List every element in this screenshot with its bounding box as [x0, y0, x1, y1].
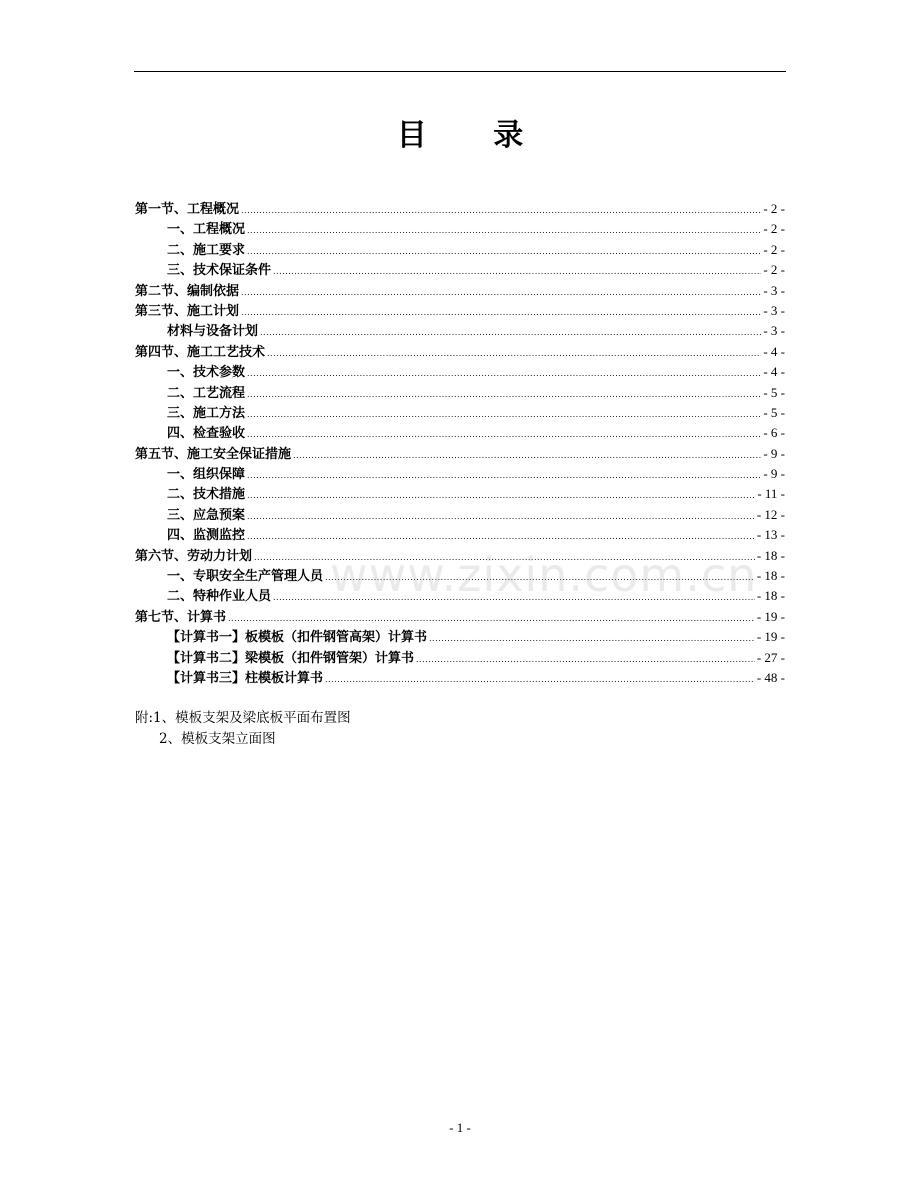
toc-entry[interactable]	[135, 321, 785, 341]
toc-entry-label: 一、工程概况	[167, 222, 246, 238]
toc-dot-leader	[293, 446, 761, 464]
toc-entry-page: - 3 -	[763, 302, 785, 318]
toc-entry-page: - 6 -	[763, 425, 785, 441]
toc-entry-label: 三、施工方法	[167, 405, 246, 421]
toc-entry-page: - 12 -	[756, 506, 785, 522]
toc-entry-label: 二、施工要求	[167, 242, 246, 258]
toc-entry[interactable]	[135, 484, 785, 504]
toc-entry-page: - 19 -	[756, 608, 785, 624]
page-number: - 1 -	[449, 1120, 471, 1135]
page-title: 目 录	[396, 118, 552, 153]
toc-dot-leader	[247, 385, 761, 403]
toc-dot-leader	[228, 609, 755, 627]
toc-entry-label: 第四节、施工工艺技术	[135, 344, 266, 360]
watermark: www.zixin.com.cn	[330, 548, 758, 602]
toc-dot-leader	[260, 323, 761, 341]
toc-entry[interactable]	[135, 525, 785, 545]
toc-entry[interactable]	[135, 607, 785, 627]
toc-entry[interactable]	[135, 648, 785, 668]
toc-entry-page: - 2 -	[763, 221, 785, 237]
toc-dot-leader	[247, 466, 761, 484]
toc-entry-label: 三、应急预案	[167, 507, 246, 523]
toc-entry-label: 第七节、计算书	[135, 609, 227, 625]
toc-dot-leader	[241, 201, 761, 219]
toc-entry[interactable]	[135, 403, 785, 423]
toc-entry[interactable]	[135, 362, 785, 382]
toc-dot-leader	[325, 670, 755, 688]
toc-entry-page: - 19 -	[756, 629, 785, 645]
toc-entry[interactable]	[135, 383, 785, 403]
toc-entry-label: 四、监测监控	[167, 528, 246, 544]
toc-entry[interactable]	[135, 342, 785, 362]
table-of-contents	[135, 199, 785, 688]
toc-entry[interactable]	[135, 199, 785, 219]
toc-entry-page: - 4 -	[763, 343, 785, 359]
appendix-line-1: 附:1、模板支架及梁底板平面布置图	[135, 710, 351, 726]
toc-entry-label: 第五节、施工安全保证措施	[135, 446, 292, 462]
toc-entry-page: - 4 -	[763, 364, 785, 380]
toc-entry[interactable]	[135, 423, 785, 443]
toc-entry-label: 二、技术措施	[167, 487, 246, 503]
toc-entry-page: - 5 -	[763, 384, 785, 400]
toc-entry-label: 第六节、劳动力计划	[135, 548, 253, 564]
toc-entry[interactable]	[135, 260, 785, 280]
toc-entry-page: - 27 -	[756, 649, 785, 665]
toc-entry-label: 三、技术保证条件	[167, 263, 272, 279]
toc-entry[interactable]	[135, 240, 785, 260]
toc-dot-leader	[247, 507, 755, 525]
toc-dot-leader	[247, 221, 761, 239]
toc-dot-leader	[247, 486, 755, 504]
toc-dot-leader	[247, 405, 761, 423]
toc-entry-page: - 3 -	[763, 282, 785, 298]
header-rule	[134, 71, 786, 72]
toc-entry-page: - 48 -	[756, 669, 785, 685]
appendix-line-2: 2、模板支架立面图	[159, 731, 276, 747]
toc-entry[interactable]	[135, 281, 785, 301]
toc-entry-page: - 18 -	[756, 568, 785, 584]
toc-entry-page: - 11 -	[757, 486, 785, 502]
toc-dot-leader	[429, 629, 755, 647]
toc-entry-page: - 2 -	[763, 201, 785, 216]
toc-entry-label: 第二节、编制依据	[135, 283, 240, 299]
toc-entry-label: 一、专职安全生产管理人员	[167, 569, 324, 585]
toc-entry-page: - 18 -	[756, 547, 785, 563]
toc-entry-page: - 3 -	[763, 323, 785, 339]
toc-entry-page: - 9 -	[763, 445, 785, 461]
toc-dot-leader	[247, 425, 761, 443]
toc-entry[interactable]	[135, 219, 785, 239]
toc-entry[interactable]	[135, 464, 785, 484]
toc-entry-label: 【计算书二】梁模板（扣件钢管架）计算书	[167, 650, 415, 666]
toc-entry-label: 第三节、施工计划	[135, 303, 240, 319]
toc-entry-page: - 9 -	[763, 466, 785, 482]
toc-entry-label: 【计算书一】板模板（扣件钢管高架）计算书	[167, 630, 428, 646]
toc-entry-label: 一、组织保障	[167, 467, 246, 483]
toc-dot-leader	[247, 364, 761, 382]
appendix	[135, 708, 351, 750]
toc-entry-label: 第一节、工程概况	[135, 202, 240, 217]
toc-entry[interactable]	[135, 505, 785, 525]
toc-entry-page: - 13 -	[756, 527, 785, 543]
toc-dot-leader	[416, 650, 755, 668]
toc-entry-label: 【计算书三】柱模板计算书	[167, 670, 324, 686]
toc-entry-page: - 2 -	[763, 241, 785, 257]
toc-entry[interactable]	[135, 627, 785, 647]
toc-entry[interactable]	[135, 668, 785, 688]
toc-entry-label: 二、工艺流程	[167, 385, 246, 401]
toc-entry-page: - 5 -	[763, 404, 785, 420]
toc-dot-leader	[241, 283, 761, 301]
toc-entry-page: - 18 -	[756, 588, 785, 604]
toc-entry-label: 二、特种作业人员	[167, 589, 272, 605]
toc-dot-leader	[247, 242, 761, 260]
toc-entry-page: - 2 -	[763, 262, 785, 278]
toc-entry[interactable]	[135, 444, 785, 464]
toc-entry[interactable]	[135, 301, 785, 321]
toc-dot-leader	[247, 527, 755, 545]
toc-dot-leader	[267, 344, 761, 362]
toc-dot-leader	[273, 262, 761, 280]
toc-entry-label: 四、检查验收	[167, 426, 246, 442]
toc-entry-label: 材料与设备计划	[167, 324, 259, 340]
toc-entry-label: 一、技术参数	[167, 365, 246, 381]
toc-dot-leader	[241, 303, 761, 321]
